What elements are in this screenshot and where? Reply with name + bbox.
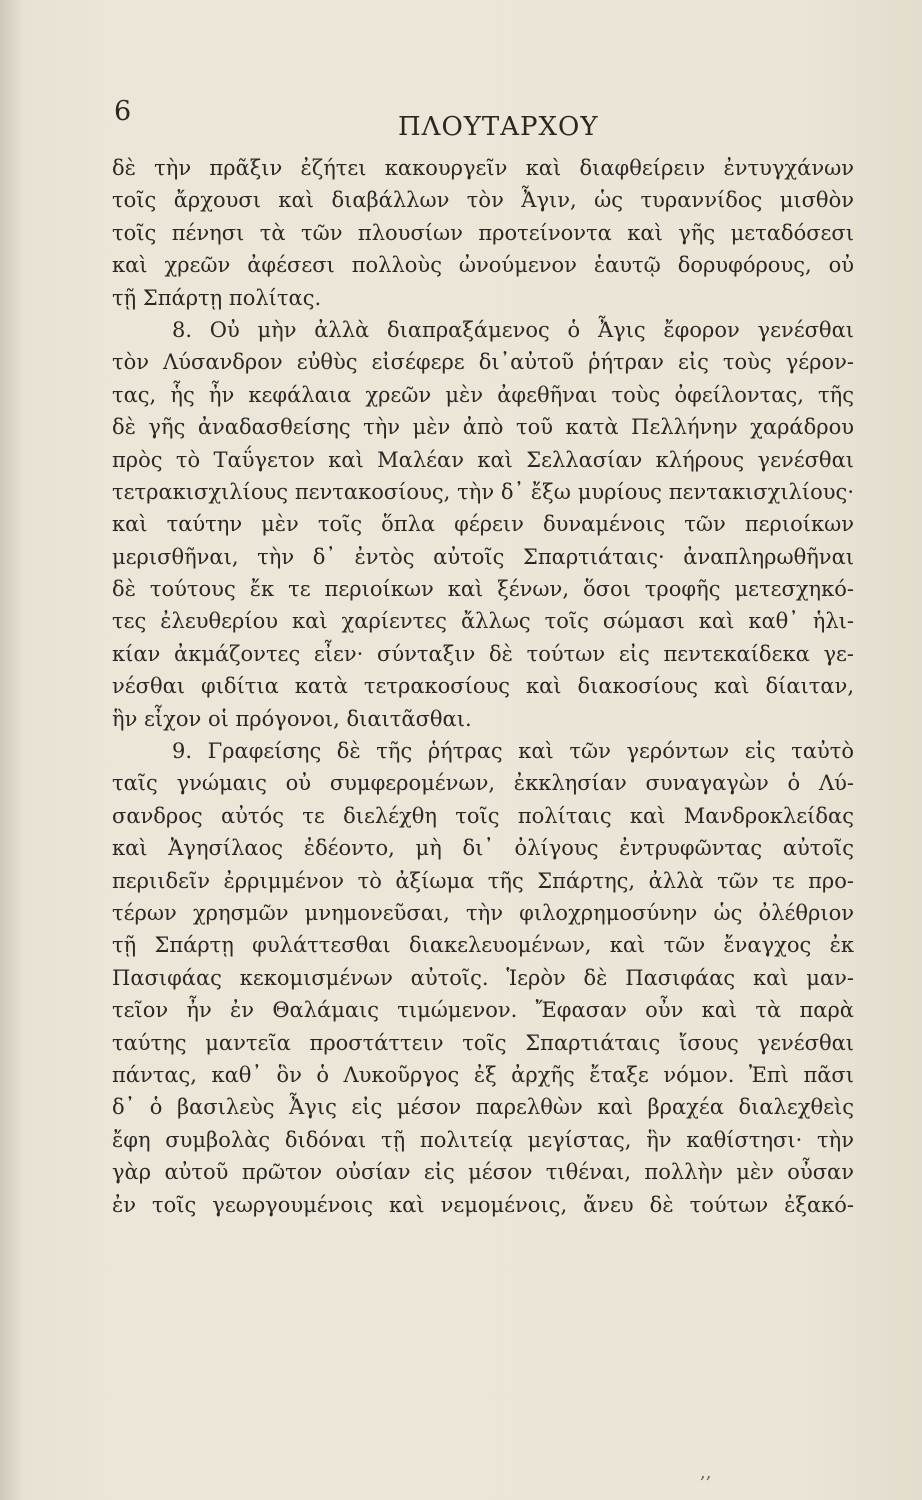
text-line: δὲ τούτους ἔκ τε περιοίκων καὶ ξένων, ὅσοι τροφῆς μετεσχηκό- [112, 577, 854, 602]
text-line: τέρων χρησμῶν μνημονεῦσαι, τὴν φιλοχρημοσύνην ὡς ὀλέθριον [112, 900, 854, 925]
section-8-start: 8. Οὐ μὴν ἀλλὰ διαπραξάμενος ὁ Ἆγις ἔφορον γενέσθαι [172, 317, 854, 342]
text-line: τὸν Λύσανδρον εὐθὺς εἰσέφερε δι᾿αὐτοῦ ῥήτραν εἰς τοὺς γέρον- [112, 350, 854, 375]
text-line: τετρακισχιλίους πεντακοσίους, τὴν δ᾿ ἔξω μυρίους πεντακισχιλίους· [112, 479, 854, 504]
text-line: πάντας, καθ᾿ ὃν ὁ Λυκοῦργος ἐξ ἀρχῆς ἔταξε νόμον. Ἐπὶ πᾶσι [112, 1062, 854, 1087]
text-line: τῇ Σπάρτῃ πολίτας. [112, 285, 322, 310]
text-line: ταύτης μαντεῖα προστάττειν τοῖς Σπαρτιάταις ἴσους γενέσθαι [112, 1030, 854, 1055]
text-line: τοῖς πένησι τὰ τῶν πλουσίων προτείνοντα καὶ γῆς μεταδόσεσι [112, 220, 854, 245]
bottom-mark: ,, [700, 1462, 712, 1483]
text-line: περιιδεῖν ἐρριμμένον τὸ ἀξίωμα τῆς Σπάρτης, ἀλλὰ τῶν τε προ- [112, 868, 854, 893]
text-line: Πασιφάας κεκομισμένων αὐτοῖς. Ἱερὸν δὲ Πασιφάας καὶ μαν- [112, 965, 854, 990]
text-line: δὲ γῆς ἀναδασθείσης τὴν μὲν ἀπὸ τοῦ κατὰ Πελλήνην χαράδρου [112, 415, 854, 440]
text-line: ἐν τοῖς γεωργουμένοις καὶ νεμομένοις, ἄνευ δὲ τούτων ἐξακό- [112, 1192, 854, 1217]
text-line: τας, ἧς ἦν κεφάλαια χρεῶν μὲν ἀφεθῆναι τοὺς ὀφείλοντας, τῆς [112, 382, 854, 407]
text-line: γὰρ αὐτοῦ πρῶτον οὐσίαν εἰς μέσον τιθέναι, πολλὴν μὲν οὖσαν [112, 1160, 854, 1185]
text-line: ἣν εἶχον οἱ πρόγονοι, διαιτᾶσθαι. [112, 706, 472, 731]
section-9-start: 9. Γραφείσης δὲ τῆς ῥήτρας καὶ τῶν γερόντων εἰς ταὐτὸ [172, 739, 854, 764]
text-line: δὲ τὴν πρᾶξιν ἐζήτει κακουργεῖν καὶ διαφθείρειν ἐντυγχάνων [112, 156, 854, 180]
text-line: ἔφη συμβολὰς διδόναι τῇ πολιτείᾳ μεγίστας, ἣν καθίστησι· τὴν [112, 1127, 854, 1152]
text-line: καὶ ταύτην μὲν τοῖς ὅπλα φέρειν δυναμένοις τῶν περιοίκων [112, 512, 854, 537]
page-number: 6 [114, 96, 132, 127]
text-line: μερισθῆναι, τὴν δ᾿ ἐντὸς αὐτοῖς Σπαρτιάταις· ἀναπληρωθῆναι [112, 544, 854, 569]
text-line: καὶ Ἀγησίλαος ἐδέοντο, μὴ δι᾿ ὀλίγους ἐντρυφῶντας αὐτοῖς [112, 836, 854, 861]
text-line: πρὸς τὸ Ταΰγετον καὶ Μαλέαν καὶ Σελλασίαν κλήρους γενέσθαι [112, 447, 854, 472]
text-line: νέσθαι φιδίτια κατὰ τετρακοσίους καὶ διακοσίους καὶ δίαιταν, [112, 674, 854, 699]
body-text [112, 152, 854, 1221]
text-line: τῇ Σπάρτῃ φυλάττεσθαι διακελευομένων, καὶ τῶν ἔναγχος ἐκ [112, 933, 854, 958]
text-line: καὶ χρεῶν ἀφέσεσι πολλοὺς ὠνούμενον ἑαυτῷ δορυφόρους, οὐ [112, 253, 854, 278]
text-line: τες ἐλευθερίου καὶ χαρίεντες ἄλλως τοῖς σώμασι καὶ καθ᾿ ἡλι- [112, 609, 854, 634]
text-line: κίαν ἀκμάζοντες εἶεν· σύνταξιν δὲ τούτων εἰς πεντεκαίδεκα γε- [112, 641, 854, 666]
text-line: τοῖς ἄρχουσι καὶ διαβάλλων τὸν Ἆγιν, ὡς τυραννίδος μισθὸν [112, 188, 854, 213]
running-head: ΠΛΟΥΤΑΡΧΟΥ [398, 112, 599, 142]
text-line: τεῖον ἦν ἐν Θαλάμαις τιμώμενον. Ἔφασαν οὖν καὶ τὰ παρὰ [112, 998, 854, 1023]
text-line: δ᾿ ὁ βασιλεὺς Ἆγις εἰς μέσον παρελθὼν καὶ βραχέα διαλεχθεὶς [112, 1095, 854, 1120]
text-line: ταῖς γνώμαις οὐ συμφερομένων, ἐκκλησίαν συναγαγὼν ὁ Λύ- [112, 771, 854, 796]
text-line: σανδρος αὐτός τε διελέχθη τοῖς πολίταις καὶ Μανδροκλείδας [112, 803, 854, 828]
